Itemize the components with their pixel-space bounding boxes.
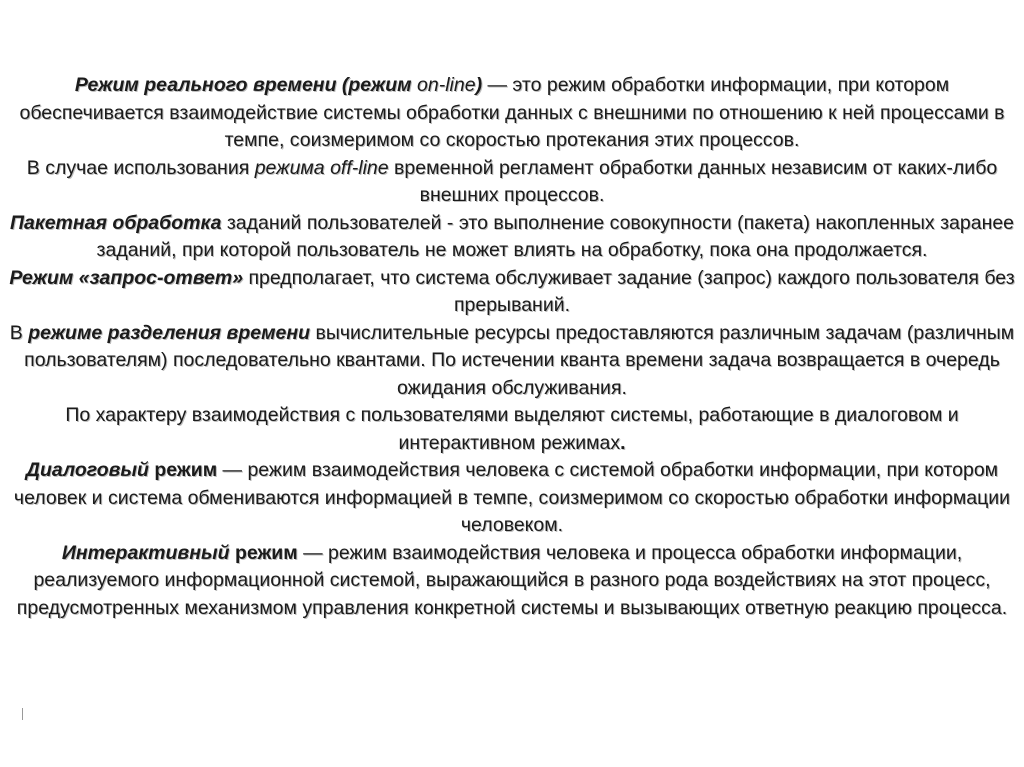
batch-term: Пакетная обработка [9, 211, 222, 234]
dialog-definition: — режим взаимодействия человека с системой обработки информации, при котором человек и система обмениваются информацией в темпе, соизмеримом со скоростью обработки информации человеком. [13, 459, 1011, 536]
paragraph-offline-mode [0, 155, 1024, 210]
online-term-latin: on-line [417, 74, 476, 96]
slide-corner-mark [22, 708, 23, 720]
offline-definition: временной регламент обработки данных независим от каких-либо внешних процессов. [388, 156, 998, 206]
dialog-term-mode: режим [148, 459, 218, 481]
time-sharing-intro: В [9, 321, 29, 344]
interaction-types-period: . [620, 431, 626, 454]
dialog-term: Диалоговый [25, 459, 149, 481]
interactive-definition: — режим взаимодействия человека и процесса обработки информации, реализуемого информационной системой, выражающийся в разного рода воздействиях на этот процесс, предусмотренных механизмом управления конкретной системы и вызывающих ответную реакцию процесса. [16, 541, 1008, 619]
paragraph-interactive-mode [0, 540, 1024, 623]
request-response-term: Режим «запрос-ответ» [9, 266, 244, 289]
paragraph-online-mode [0, 72, 1024, 155]
paragraph-batch-processing [0, 210, 1024, 265]
online-definition: — это режим обработки информации, при котором обеспечивается взаимодействие системы обработки данных с внешними по отношению к ней процессами в темпе, соизмеримом со скоростью протекания этих процессов. [19, 74, 1005, 151]
time-sharing-term: режиме разделения времени [28, 321, 311, 344]
interactive-term: Интерактивный [61, 541, 230, 564]
paragraph-interaction-types [0, 402, 1024, 457]
online-term: Режим реального времени (режим [74, 74, 418, 96]
interactive-term-mode: режим [229, 541, 298, 564]
offline-intro: В случае использования [26, 156, 255, 179]
paragraph-dialog-mode [0, 457, 1024, 540]
time-sharing-definition: вычислительные ресурсы предоставляются различным задачам (различным пользователям) последовательно квантами. По истечении кванта времени задача возвращается в очередь ожидания обслуживания. [24, 321, 1015, 399]
batch-definition: заданий пользователей - это выполнение совокупности (пакета) накопленных заранее заданий, при которой пользователь не может влиять на обработку, пока она продолжается. [96, 211, 1015, 261]
offline-term: режима off-line [254, 156, 389, 179]
request-response-definition: предполагает, что система обслуживает задание (запрос) каждого пользователя без прерываний. [243, 266, 1015, 316]
paragraph-request-response [0, 265, 1024, 320]
text-block [0, 72, 1024, 622]
interaction-types-text: По характеру взаимодействия с пользователями выделяют системы, работающие в диалоговом и интерактивном режимах [65, 404, 959, 454]
online-term-close: ) [475, 74, 483, 96]
paragraph-time-sharing [0, 320, 1024, 403]
